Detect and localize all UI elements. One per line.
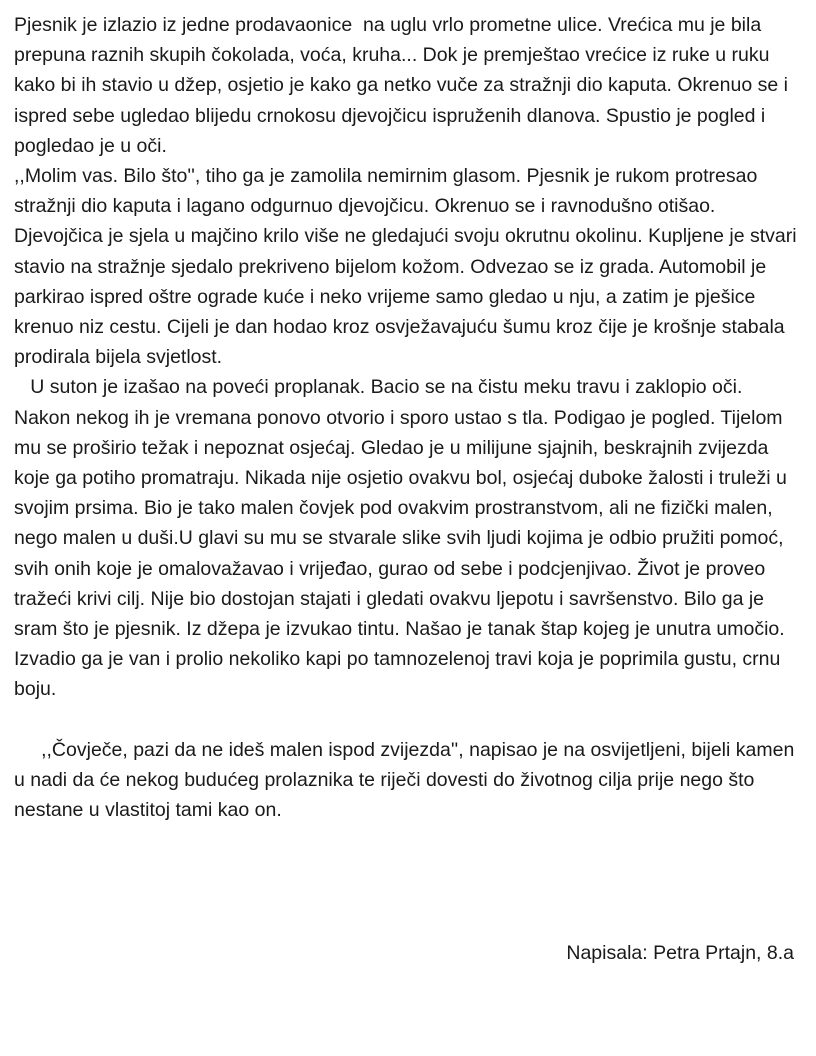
paragraph-under-stars: U suton je izašao na poveći proplanak. Bacio se na čistu meku travu i zaklopio oči. Nakon nekog ih je vremana ponovo otvorio i sporo ustao s tla. Podigao je pogled. Tijelom mu se proširio težak i nepoznat osjećaj. Gledao je u milijune sjajnih, beskrajnih zvijezda koje ga potiho promatraju. Nikada nije osjetio ovakvu bol, osjećaj duboke žalosti i truleži u svojim prsima. Bio je tako malen čovjek pod ovakvim prostranstvom, ali ne fizički malen, nego malen u duši.U glavi su mu se stvarale slike svih ljudi kojima je odbio pružiti pomoć, svih onih koje je omalovažavao i vrijeđao, gurao od sebe i podcjenjivao. Život je proveo tražeći krivi cilj. Nije bio dostojan stajati i gledati ovakvu ljepotu i savršenstvo. Bilo ga je sram što je pjesnik. Iz džepa je izvukao tintu. Našao je tanak štap kojeg je unutra umočio. Izvadio ga je van i prolio nekoliko kapi po tamnozelenoj travi koja je poprimila gustu, crnu boju. — [14, 376, 793, 701]
story-body — [14, 10, 804, 825]
paragraph-poet-leaves-shop: Pjesnik je izlazio iz jedne prodavaonice na uglu vrlo prometne ulice. Vrećica mu je bila prepuna raznih skupih čokolada, voća, kruha... Dok je premještao vrećice iz ruke u ruku kako bi ih stavio u džep, osjetio je kako ga netko vuče za stražnji dio kaputa. Okrenuo se i ispred sebe ugledao blijedu crnokosu djevojčicu ispruženih dlanova. Spustio je pogled i pogledao je u oči. — [14, 14, 794, 157]
paragraph-girl-asks: ,,Molim vas. Bilo što'', tiho ga je zamolila nemirnim glasom. Pjesnik je rukom protresao stražnji dio kaputa i lagano odgurnuo djevojčicu. Okrenuo se i ravnodušno otišao. Djevojčica je sjela u majčino krilo više ne gledajući svoju okrutnu okolinu. Kupljene je stvari stavio na stražnje sjedalo prekriveno bijelom kožom. Odvezao se iz grada. Automobil je parkirao ispred oštre ograde kuće i neko vrijeme samo gledao u nju, a zatim je pješice krenuo niz cestu. Cijeli je dan hodao kroz osvježavajuću šumu kroz čije je krošnje stabala prodirala bijela svjetlost. — [14, 165, 802, 369]
paragraph-stone-inscription: ,,Čovječe, pazi da ne ideš malen ispod zvijezda'', napisao je na osvijetljeni, bijeli kamen u nadi da će nekog budućeg prolaznika te riječi dovesti do životnog cilja prije nego što nestane u vlastitoj tami kao on. — [14, 738, 800, 822]
author-signature: Napisala: Petra Prtajn, 8.a — [566, 942, 794, 964]
paragraph-spacer — [14, 705, 804, 735]
